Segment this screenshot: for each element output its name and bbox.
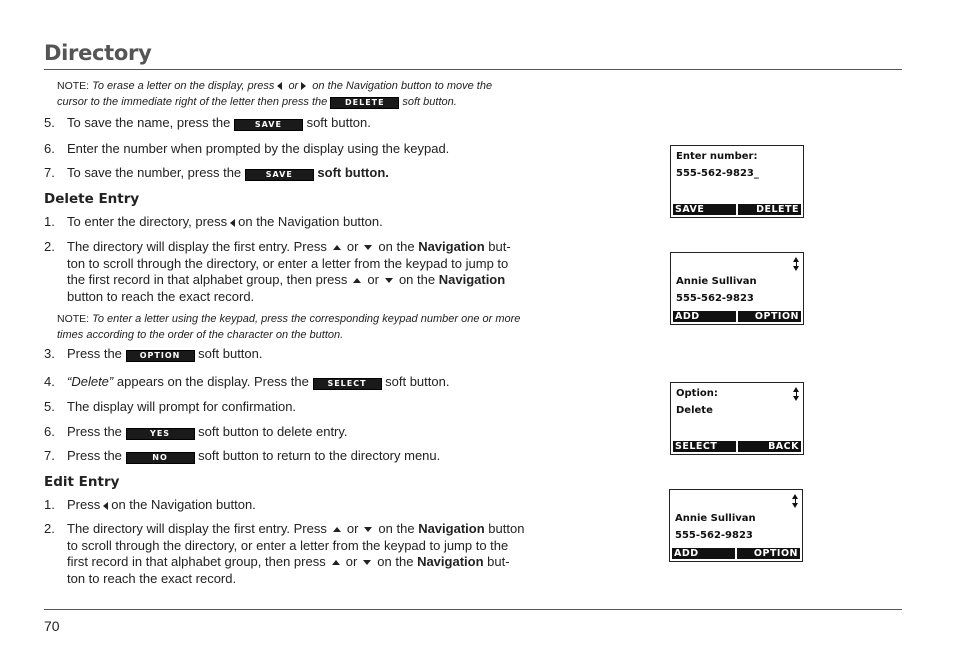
page-number: 70	[44, 618, 60, 634]
no-softkey-icon: NO	[126, 452, 195, 464]
page-title: Directory	[44, 41, 152, 65]
scroll-updown-icon	[793, 257, 800, 271]
lcd-softkey-left: ADD	[673, 311, 736, 322]
delete-step-6: 6. Press the YES soft button to delete entry.	[44, 424, 348, 439]
lcd-option-delete: Option: Delete SELECT BACK	[670, 382, 804, 455]
edit-step-1: 1. Press on the Navigation button.	[44, 497, 256, 512]
lcd-softkey-left: ADD	[672, 548, 735, 559]
lcd-edit-entry: Annie Sullivan 555-562-9823 ADD OPTION	[669, 489, 803, 562]
save-softkey-icon: SAVE	[245, 169, 314, 181]
keypad-note: NOTE: To enter a letter using the keypad, press the corresponding keypad number one or more times according to the order of the character on the button.	[57, 313, 521, 341]
lcd-softkey-left: SAVE	[673, 204, 736, 215]
lcd-softkey-right: BACK	[738, 441, 801, 452]
lcd-softkey-right: OPTION	[738, 311, 801, 322]
down-arrow-icon	[364, 245, 372, 250]
delete-step-3: 3. Press the OPTION soft button.	[44, 346, 263, 361]
scroll-updown-icon	[793, 387, 800, 401]
left-arrow-icon	[230, 219, 235, 227]
save-softkey-icon: SAVE	[234, 119, 303, 131]
down-arrow-icon	[385, 278, 393, 283]
delete-step-7: 7. Press the NO soft button to return to the directory menu.	[44, 448, 441, 463]
lcd-softkey-right: DELETE	[738, 204, 801, 215]
lcd-directory-entry: Annie Sullivan 555-562-9823 ADD OPTION	[670, 252, 804, 325]
delete-entry-heading: Delete Entry	[44, 191, 140, 207]
up-arrow-icon	[333, 527, 341, 532]
right-arrow-icon	[301, 82, 306, 90]
step-save-name: 5. To save the name, press the SAVE soft button.	[44, 115, 371, 130]
delete-softkey-icon: DELETE	[330, 97, 399, 109]
up-arrow-icon	[333, 245, 341, 250]
step-enter-number: 6. Enter the number when prompted by the display using the keypad.	[44, 141, 450, 156]
step-save-number: 7. To save the number, press the SAVE soft button.	[44, 165, 389, 180]
up-arrow-icon	[353, 278, 361, 283]
delete-step-1: 1. To enter the directory, press on the Navigation button.	[44, 214, 383, 229]
left-arrow-icon	[103, 502, 108, 510]
edit-step-2: 2. The directory will display the first entry. Press or on the Navigation button to scroll through the directory, or enter a letter from the keypad to jump to the first record in that alphabet group, then press or on the Navigation but- ton to reach the exact record.	[44, 521, 525, 586]
delete-step-5: 5. The display will prompt for confirmation.	[44, 399, 297, 414]
down-arrow-icon	[364, 527, 372, 532]
down-arrow-icon	[363, 560, 371, 565]
lcd-softkey-right: OPTION	[737, 548, 800, 559]
select-softkey-icon: SELECT	[313, 378, 382, 390]
yes-softkey-icon: YES	[126, 428, 195, 440]
up-arrow-icon	[332, 560, 340, 565]
edit-entry-heading: Edit Entry	[44, 474, 120, 490]
delete-step-2: 2. The directory will display the first entry. Press or on the Navigation but- ton to scroll through the directory, or enter a letter from the keypad to jump to the first record in that alphabet group, then press or on the Navigation button to reach the exact record.	[44, 239, 511, 304]
delete-step-4: 4. “Delete” appears on the display. Press the SELECT soft button.	[44, 374, 450, 389]
lcd-softkey-left: SELECT	[673, 441, 736, 452]
erase-note: NOTE: To erase a letter on the display, press or on the Navigation button to move the cursor to the immediate right of the letter then press the DELETE soft button.	[57, 80, 493, 108]
lcd-enter-number: Enter number: 555-562-9823_ SAVE DELETE	[670, 145, 804, 218]
top-divider	[44, 69, 902, 70]
left-arrow-icon	[277, 82, 282, 90]
bottom-divider	[44, 609, 902, 610]
note-label: NOTE:	[57, 80, 90, 92]
option-softkey-icon: OPTION	[126, 350, 195, 362]
scroll-updown-icon	[792, 494, 799, 508]
